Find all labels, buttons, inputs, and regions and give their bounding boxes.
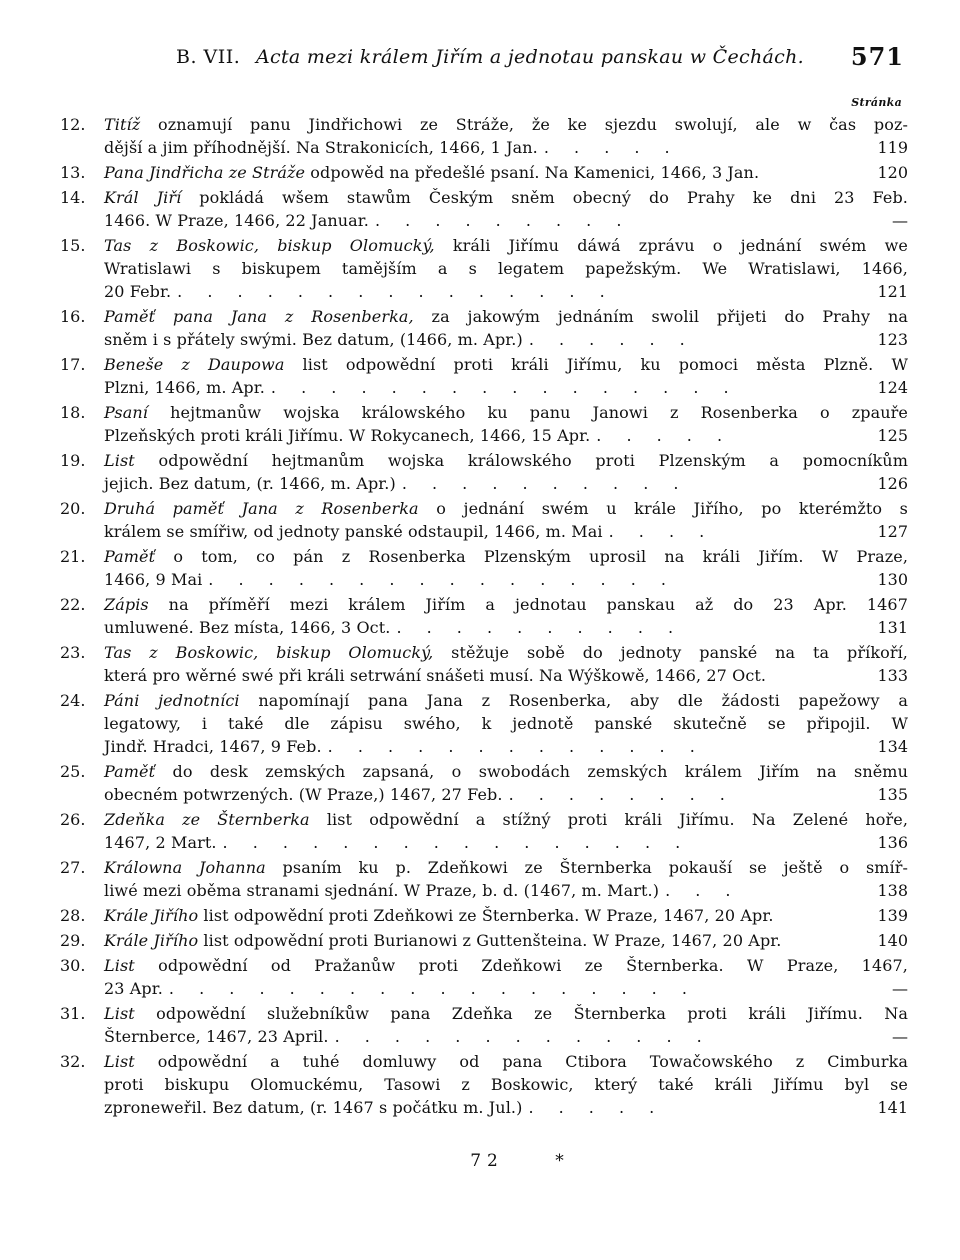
entry-description: odpowědní hejtmanům wojska králowského proti Plzenským a pomocníkům: [134, 451, 908, 470]
page-number: 571: [850, 42, 904, 71]
entry-line: [48, 136, 908, 159]
list-item: [48, 1050, 908, 1119]
entry-line: [48, 209, 908, 232]
entry-description: 1467, 2 Mart.: [104, 833, 217, 852]
entry-line: [48, 353, 908, 376]
entry-line: [48, 186, 908, 209]
entry-line: [48, 449, 908, 472]
entry-description: 23 Apr.: [104, 979, 163, 998]
list-item: [48, 186, 908, 232]
leader-dots: . . . . . . . . . . . . . . . .: [222, 833, 691, 852]
page-reference: 136: [877, 833, 908, 852]
page-footer: [0, 1151, 960, 1171]
signature-number: 72: [470, 1151, 504, 1171]
entry-description: obecném potwrzených. (W Praze,) 1467, 27 Feb.: [104, 785, 503, 804]
entry-number: 15.: [60, 236, 86, 255]
entry-description: odpowědní od Pražanůw proti Zdeňkowi ze Šternberka. W Praze, 1467,: [134, 956, 908, 975]
entry-description: o jednání swém u krále Jiřího, po kterémžto s: [418, 499, 908, 518]
entry-description: hejtmanůw wojska králowského ku panu Janowi z Rosenberka o zpauře: [148, 403, 908, 422]
entry-text: [104, 1025, 329, 1048]
entry-line: [48, 520, 908, 543]
list-item: [48, 545, 908, 591]
entry-line: [48, 904, 908, 927]
entry-text: [104, 879, 659, 902]
entry-line: [48, 568, 908, 591]
list-item: [48, 497, 908, 543]
entry-line: [48, 929, 908, 952]
entry-description: králem se smířiw, od jednoty panské odstaupil, 1466, m. Mai: [104, 522, 603, 541]
entry-description: sněm i s přátely swými. Bez datum, (1466, m. Apr.): [104, 330, 523, 349]
entry-text: [104, 904, 774, 927]
entry-text: [104, 760, 908, 783]
page-reference: 140: [877, 931, 908, 950]
entry-text: [104, 735, 322, 758]
leader-dots: . . .: [665, 881, 741, 900]
entry-text: [104, 664, 766, 687]
entry-line: [48, 257, 908, 280]
running-header: [176, 42, 904, 76]
section-label: B. VII.: [176, 46, 241, 68]
entry-heading: Králowna Johanna: [104, 858, 266, 877]
entry-line: [48, 234, 908, 257]
list-item: [48, 113, 908, 159]
entry-description: na příměří mezi králem Jiřím a jednotau panskau až do 23 Apr. 1467: [148, 595, 908, 614]
entry-number: 19.: [60, 451, 86, 470]
entry-line: [48, 1002, 908, 1025]
entry-line: [48, 113, 908, 136]
list-item: [48, 856, 908, 902]
page-reference: 120: [877, 163, 908, 182]
entry-heading: Paměť pana Jana z Rosenberka,: [104, 307, 414, 326]
signature-mark: [430, 1151, 570, 1171]
entry-heading: Psaní: [104, 403, 149, 422]
entry-text: [104, 161, 759, 184]
page-reference: 123: [877, 330, 908, 349]
entry-heading: Titíž: [104, 115, 141, 134]
entry-heading: Krále Jiřího: [104, 931, 199, 950]
entry-line: [48, 616, 908, 639]
entry-description: která pro wěrné swé při králi setrwání snášeti musí. Na Wýškowě, 1466, 27 Oct.: [104, 666, 767, 685]
entry-text: [104, 689, 908, 712]
list-item: [48, 353, 908, 399]
page-column-label: Stránka: [851, 96, 902, 109]
entry-heading: Tas z Boskowic, biskup Olomucký,: [104, 236, 435, 255]
entry-number: 24.: [60, 691, 86, 710]
entry-text: [104, 209, 369, 232]
entry-line: [48, 280, 908, 303]
leader-dots: . . . . . . . . .: [374, 211, 632, 230]
leader-dots: . . . . . . . . . . . . .: [334, 1027, 712, 1046]
list-item: [48, 954, 908, 1000]
entry-description: dější a jim příhodnější. Na Strakonicích, 1466, 1 Jan.: [104, 138, 538, 157]
entry-line: [48, 1050, 908, 1073]
signature-star: *: [555, 1151, 570, 1171]
entry-description: za jakowým jednáním swolil přijeti do Prahy na: [413, 307, 908, 326]
entry-text: [104, 280, 171, 303]
entry-text: [104, 1002, 908, 1025]
page-reference: —: [892, 1027, 908, 1046]
entry-number: 26.: [60, 810, 86, 829]
entry-text: [104, 977, 163, 1000]
entry-heading: List: [104, 956, 135, 975]
entry-description: odpowědní a tuhé domluwy od pana Ctibora Towačowského z Cimburka: [134, 1052, 908, 1071]
page-reference: 131: [877, 618, 908, 637]
entry-text: [104, 257, 908, 280]
entry-number: 31.: [60, 1004, 86, 1023]
entry-heading: List: [104, 1052, 135, 1071]
entry-number: 29.: [60, 931, 86, 950]
entry-number: 18.: [60, 403, 86, 422]
list-item: [48, 401, 908, 447]
entry-description: odpowěd na předešlé psaní. Na Kamenici, 1466, 3 Jan.: [305, 163, 760, 182]
entry-text: [104, 1096, 522, 1119]
page-reference: 125: [877, 426, 908, 445]
entry-number: 25.: [60, 762, 86, 781]
leader-dots: . . . . . . . . . . . . . . . . . .: [168, 979, 697, 998]
page-reference: 141: [877, 1098, 908, 1117]
entry-line: [48, 831, 908, 854]
entry-description: umluwené. Bez místa, 1466, 3 Oct.: [104, 618, 391, 637]
entry-number: 12.: [60, 115, 86, 134]
page-reference: 121: [877, 282, 908, 301]
entry-text: [104, 593, 908, 616]
entry-line: [48, 808, 908, 831]
entry-line: [48, 376, 908, 399]
entry-description: liwé mezi oběma stranami sjednání. W Praze, b. d. (1467, m. Mart.): [104, 881, 660, 900]
entry-text: [104, 568, 202, 591]
entry-description: list odpowědní proti Zdeňkowi ze Šternberka. W Praze, 1467, 20 Apr.: [198, 906, 774, 925]
list-item: [48, 161, 908, 184]
entry-heading: Krále Jiřího: [104, 906, 199, 925]
entry-heading: Tas z Boskowic, biskup Olomucký,: [104, 643, 434, 662]
entry-description: zproneweřil. Bez datum, (r. 1467 s počátku m. Jul.): [104, 1098, 523, 1117]
list-item: [48, 904, 908, 927]
entry-text: [104, 1073, 908, 1096]
entry-number: 16.: [60, 307, 86, 326]
entry-text: [104, 712, 908, 735]
entry-line: [48, 424, 908, 447]
list-item: [48, 641, 908, 687]
entry-description: oznamují panu Jindřichowi ze Stráže, že ke sjezdu swolují, ale w čas poz-: [140, 115, 908, 134]
entry-line: [48, 1096, 908, 1119]
entry-number: 32.: [60, 1052, 86, 1071]
entry-text: [104, 1050, 908, 1073]
entry-text: [104, 808, 908, 831]
entry-number: 22.: [60, 595, 86, 614]
leader-dots: . . . .: [608, 522, 715, 541]
entry-line: [48, 641, 908, 664]
list-item: [48, 234, 908, 303]
list-item: [48, 808, 908, 854]
leader-dots: . . . . . . . . . .: [396, 618, 684, 637]
entry-description: odpowědní služebníkůw pana Zdeňka ze Šternberka proti králi Jiřímu. Na: [134, 1004, 908, 1023]
page-reference: 126: [877, 474, 908, 493]
entry-description: stěžuje sobě do jednoty panské na ta příkoří,: [433, 643, 908, 662]
entry-text: [104, 305, 908, 328]
entry-number: 20.: [60, 499, 86, 518]
entry-text: [104, 831, 217, 854]
entry-heading: Zápis: [104, 595, 149, 614]
entry-heading: Páni jednotníci: [104, 691, 240, 710]
entry-text: [104, 401, 908, 424]
entry-line: [48, 401, 908, 424]
page-reference: 133: [877, 666, 908, 685]
entry-line: [48, 856, 908, 879]
leader-dots: . . . . . . . . . . . . . . .: [177, 282, 615, 301]
entry-line: [48, 783, 908, 806]
leader-dots: . . . . . . . .: [508, 785, 735, 804]
leader-dots: . . . . . .: [528, 330, 695, 349]
page-reference: 119: [877, 138, 908, 157]
entry-heading: Zdeňka ze Šternberka: [104, 810, 310, 829]
entry-text: [104, 497, 908, 520]
list-item: [48, 1002, 908, 1048]
list-item: [48, 305, 908, 351]
running-title: Acta mezi králem Jiřím a jednotau panskau w Čechách.: [256, 46, 804, 68]
leader-dots: . . . . .: [543, 138, 680, 157]
table-of-contents: [48, 113, 908, 1121]
entry-line: [48, 545, 908, 568]
entry-line: [48, 1025, 908, 1048]
entry-line: [48, 954, 908, 977]
entry-line: [48, 593, 908, 616]
entry-text: [104, 472, 396, 495]
entry-text: [104, 353, 908, 376]
entry-line: [48, 879, 908, 902]
entry-number: 28.: [60, 906, 86, 925]
entry-text: [104, 424, 590, 447]
entry-line: [48, 735, 908, 758]
entry-text: [104, 113, 908, 136]
entry-heading: List: [104, 451, 135, 470]
leader-dots: . . . . .: [596, 426, 733, 445]
entry-description: proti biskupu Olomuckému, Tasowi z Boskowic, který také králi Jiřímu byl se: [104, 1075, 908, 1094]
entry-description: legatowy, i také dle zápisu swého, k jednotě panské skutečně se připojil. W: [104, 714, 908, 733]
entry-line: [48, 977, 908, 1000]
entry-description: Jindř. Hradci, 1467, 9 Feb.: [104, 737, 322, 756]
entry-text: [104, 616, 390, 639]
page-reference: 134: [877, 737, 908, 756]
entry-heading: Paměť: [104, 762, 156, 781]
entry-description: pokládá wšem stawům Českým sněm obecný do Prahy ke dni 23 Feb.: [181, 188, 908, 207]
entry-description: 1466, 9 Mai: [104, 570, 203, 589]
entry-line: [48, 328, 908, 351]
entry-text: [104, 234, 908, 257]
entry-description: Wratislawi s biskupem tamějším a s legatem papežským. We Wratislawi, 1466,: [104, 259, 908, 278]
entry-number: 17.: [60, 355, 86, 374]
entry-heading: Beneše z Daupowa: [104, 355, 285, 374]
entry-description: list odpowědní proti králi Jiřímu, ku pomoci města Plzně. W: [284, 355, 908, 374]
page-reference: —: [892, 211, 908, 230]
entry-line: [48, 1073, 908, 1096]
page-reference: 135: [877, 785, 908, 804]
page-reference: 138: [877, 881, 908, 900]
list-item: [48, 929, 908, 952]
entry-description: psaním ku p. Zdeňkowi ze Šternberka pokauší se ještě o smíř-: [265, 858, 909, 877]
entry-number: 21.: [60, 547, 86, 566]
entry-line: [48, 305, 908, 328]
entry-text: [104, 929, 781, 952]
entry-line: [48, 472, 908, 495]
entry-text: [104, 520, 603, 543]
page-reference: 130: [877, 570, 908, 589]
leader-dots: . . . . . . . . . . . . . . . .: [208, 570, 676, 589]
entry-line: [48, 712, 908, 735]
entry-description: Šternberce, 1467, 23 April.: [104, 1027, 329, 1046]
list-item: [48, 689, 908, 758]
entry-number: 14.: [60, 188, 86, 207]
entry-text: [104, 783, 503, 806]
entry-number: 27.: [60, 858, 86, 877]
entry-description: do desk zemských zapsaná, o swobodách zemských králem Jiřím na sněmu: [155, 762, 908, 781]
entry-number: 13.: [60, 163, 86, 182]
entry-heading: List: [104, 1004, 135, 1023]
entry-text: [104, 641, 908, 664]
entry-number: 23.: [60, 643, 86, 662]
page-reference: 139: [877, 906, 908, 925]
entry-text: [104, 856, 908, 879]
entry-description: Plzeňských proti králi Jiřímu. W Rokycanech, 1466, 15 Apr.: [104, 426, 591, 445]
entry-description: napomínají pana Jana z Rosenberka, aby dle žádosti papežowy a: [239, 691, 909, 710]
entry-line: [48, 161, 908, 184]
entry-heading: Král Jiří: [104, 188, 182, 207]
entry-description: jejich. Bez datum, (r. 1466, m. Apr.): [104, 474, 396, 493]
entry-description: list odpowědní proti Burianowi z Guttenšteina. W Praze, 1467, 20 Apr.: [198, 931, 782, 950]
list-item: [48, 449, 908, 495]
leader-dots: . . . . . . . . . . . . . . . .: [270, 378, 739, 397]
entry-description: 20 Febr.: [104, 282, 172, 301]
entry-text: [104, 449, 908, 472]
page-reference: 124: [877, 378, 908, 397]
entry-description: králi Jiřímu dáwá zprávu o jednání swém we: [434, 236, 908, 255]
entry-line: [48, 760, 908, 783]
list-item: [48, 593, 908, 639]
entry-heading: Paměť: [104, 547, 156, 566]
entry-description: Plzni, 1466, m. Apr.: [104, 378, 265, 397]
entry-heading: Druhá paměť Jana z Rosenberka: [104, 499, 419, 518]
entry-description: o tom, co pán z Rosenberka Plzenským uprosil na králi Jiřím. W Praze,: [155, 547, 908, 566]
entry-text: [104, 136, 538, 159]
entry-line: [48, 689, 908, 712]
entry-text: [104, 186, 908, 209]
entry-number: 30.: [60, 956, 86, 975]
leader-dots: . . . . . . . . . . . . .: [327, 737, 705, 756]
entry-text: [104, 954, 908, 977]
page-reference: —: [892, 979, 908, 998]
entry-text: [104, 376, 265, 399]
entry-text: [104, 545, 908, 568]
entry-heading: Pana Jindřicha ze Stráže: [104, 163, 306, 182]
entry-line: [48, 497, 908, 520]
entry-description: list odpowědní a stížný proti králi Jiřímu. Na Zelené hoře,: [309, 810, 909, 829]
list-item: [48, 760, 908, 806]
entry-line: [48, 664, 908, 687]
entry-text: [104, 328, 523, 351]
leader-dots: . . . . .: [528, 1098, 665, 1117]
entry-description: 1466. W Praze, 1466, 22 Januar.: [104, 211, 369, 230]
leader-dots: . . . . . . . . . .: [401, 474, 689, 493]
page-reference: 127: [877, 522, 908, 541]
